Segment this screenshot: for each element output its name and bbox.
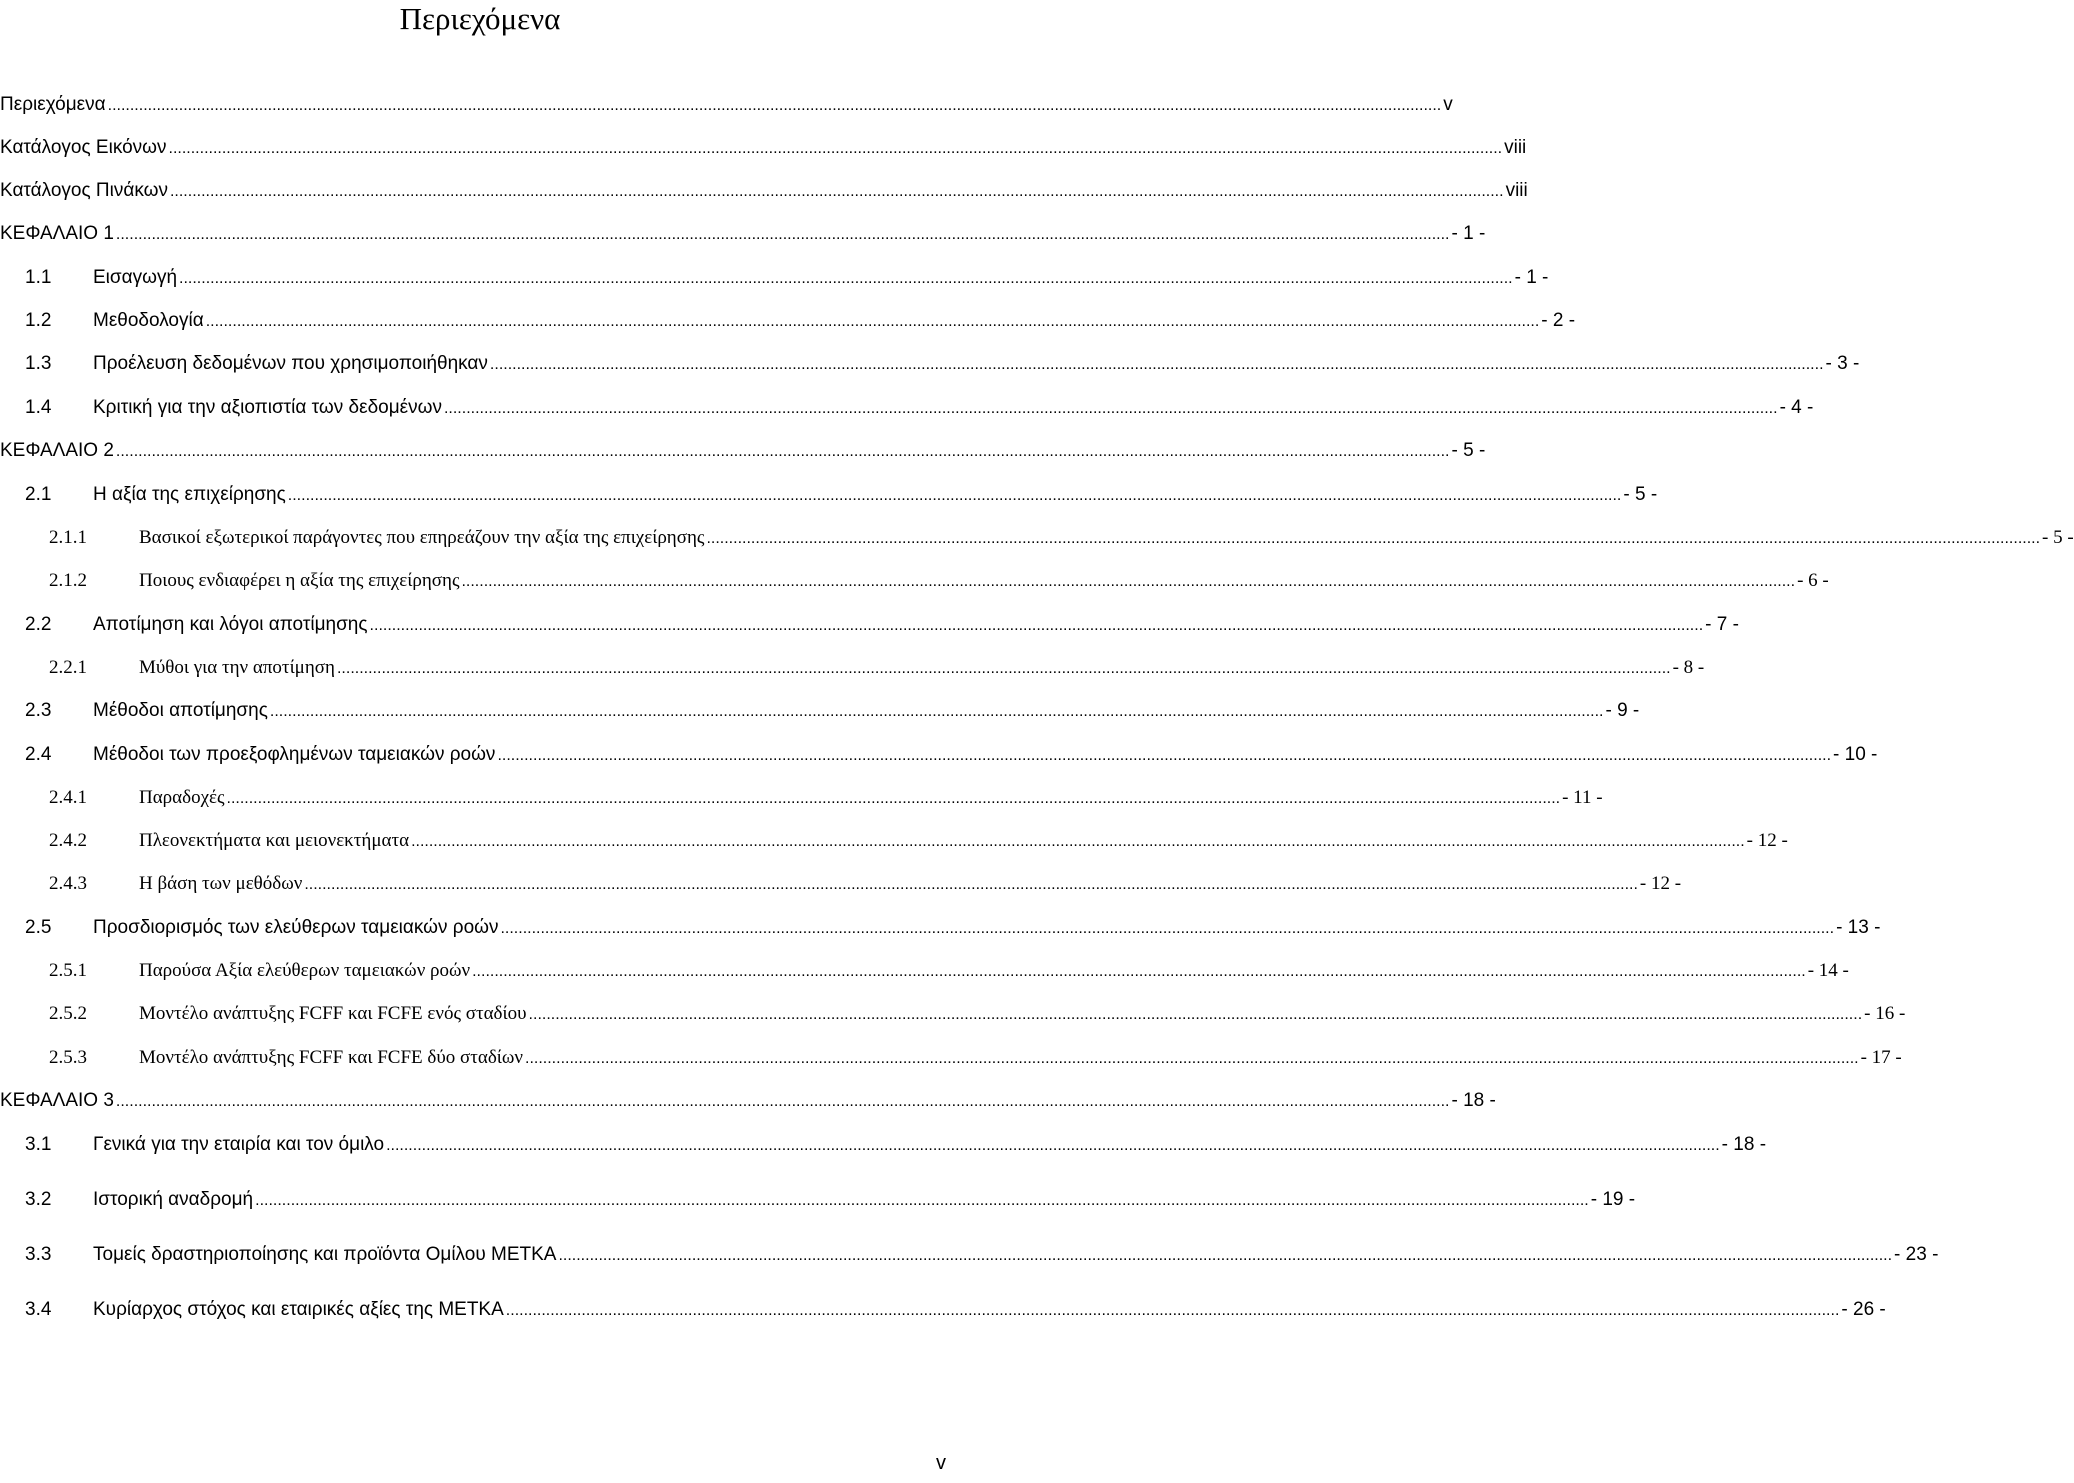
- toc-entry-title: Μέθοδοι των προεξοφλημένων ταμειακών ροών: [93, 744, 496, 765]
- toc-dot-leader: ............................................................................................................................................................................................................................................................................................................: [269, 703, 1604, 720]
- toc-entry[interactable]: [49, 830, 1788, 856]
- toc-dot-leader: ............................................................................................................................................................................................................................................................................................................: [500, 920, 1835, 937]
- toc-entry-number: 2.2.1: [49, 657, 87, 678]
- toc-entry-page: viii: [1505, 180, 1528, 201]
- toc-dot-leader: ............................................................................................................................................................................................................................................................................................................: [304, 876, 1638, 893]
- toc-entry-number: 2.5.1: [49, 960, 87, 981]
- toc-entry[interactable]: [49, 787, 1603, 813]
- toc-entry-title: Ποιους ενδιαφέρει η αξία της επιχείρησης: [139, 570, 460, 591]
- toc-dot-leader: ............................................................................................................................................................................................................................................................................................................: [226, 790, 1561, 807]
- toc-entry-page: - 13 -: [1836, 917, 1881, 938]
- toc-entry-title: Παρούσα Αξία ελεύθερων ταμειακών ροών: [139, 960, 471, 981]
- toc-entry-title: Τομείς δραστηριοποίησης και προϊόντα Ομίλου ΜΕΤΚΑ: [93, 1244, 557, 1265]
- toc-entry-page: - 8 -: [1672, 657, 1705, 678]
- page-title: Περιεχόμενα: [399, 1, 561, 36]
- toc-entry[interactable]: [25, 397, 1814, 423]
- toc-entry[interactable]: [49, 570, 1829, 596]
- toc-entry-title: Μοντέλο ανάπτυξης FCFF και FCFE δύο σταδίων: [139, 1047, 523, 1068]
- toc-entry[interactable]: [49, 873, 1682, 899]
- toc-entry-number: 2.5: [25, 917, 52, 938]
- toc-entry-number: 2.1.2: [49, 570, 87, 591]
- toc-entry-page: - 12 -: [1639, 873, 1682, 894]
- toc-entry-page: - 26 -: [1841, 1299, 1886, 1320]
- toc-entry-number: 1.3: [25, 353, 52, 374]
- toc-dot-leader: ............................................................................................................................................................................................................................................................................................................: [497, 747, 1832, 764]
- toc-entry[interactable]: [0, 223, 1486, 249]
- toc-entry[interactable]: [25, 353, 1860, 379]
- toc-entry-page: - 19 -: [1590, 1189, 1636, 1210]
- toc-entry[interactable]: [25, 700, 1640, 726]
- toc-entry-title: Παραδοχές: [139, 787, 225, 808]
- toc-entry-title: ΚΕΦΑΛΑΙΟ 1: [0, 223, 114, 244]
- toc-entry-title: Κυρίαρχος στόχος και εταιρικές αξίες της ΜΕΤΚΑ: [93, 1299, 504, 1320]
- toc-entry-page: - 5 -: [1451, 440, 1486, 461]
- toc-entry-page: - 5 -: [2042, 527, 2074, 548]
- toc-entry-number: 3.3: [25, 1244, 52, 1265]
- toc-entry-page: - 5 -: [1623, 484, 1658, 505]
- toc-entry-number: 2.2: [25, 614, 52, 635]
- toc-entry[interactable]: [49, 1003, 1906, 1029]
- toc-dot-leader: ............................................................................................................................................................................................................................................................................................................: [169, 183, 1504, 200]
- toc-entry[interactable]: [25, 1189, 1636, 1215]
- toc-entry[interactable]: [25, 1244, 1939, 1270]
- toc-entry-page: - 1 -: [1514, 267, 1549, 288]
- toc-dot-leader: ............................................................................................................................................................................................................................................................................................................: [411, 833, 1745, 850]
- toc-dot-leader: ............................................................................................................................................................................................................................................................................................................: [336, 660, 1671, 677]
- toc-entry-title: Η βάση των μεθόδων: [139, 873, 303, 894]
- toc-dot-leader: ............................................................................................................................................................................................................................................................................................................: [115, 226, 1450, 243]
- toc-entry[interactable]: [0, 440, 1486, 466]
- toc-entry-title: Μοντέλο ανάπτυξης FCFF και FCFE ενός σταδίου: [139, 1003, 527, 1024]
- toc-entry[interactable]: [49, 527, 2074, 553]
- toc-entry-title: Περιεχόμενα: [0, 94, 106, 115]
- toc-entry-page: v: [1443, 94, 1453, 115]
- toc-entry-number: 3.4: [25, 1299, 52, 1320]
- toc-entry[interactable]: [25, 484, 1658, 510]
- toc-entry-number: 2.3: [25, 700, 52, 721]
- toc-entry-title: Κατάλογος Πινάκων: [0, 180, 168, 201]
- toc-dot-leader: ............................................................................................................................................................................................................................................................................................................: [461, 573, 1796, 590]
- toc-dot-leader: ............................................................................................................................................................................................................................................................................................................: [386, 1137, 1720, 1154]
- toc-dot-leader: ............................................................................................................................................................................................................................................................................................................: [255, 1192, 1589, 1209]
- toc-entry-title: Κατάλογος Εικόνων: [0, 137, 167, 158]
- toc-entry-title: Μέθοδοι αποτίμησης: [93, 700, 268, 721]
- toc-dot-leader: ............................................................................................................................................................................................................................................................................................................: [558, 1247, 1893, 1264]
- toc-entry[interactable]: [0, 94, 1453, 120]
- toc-entry[interactable]: [0, 137, 1527, 163]
- toc-entry-page: - 7 -: [1705, 614, 1739, 635]
- toc-entry-title: ΚΕΦΑΛΑΙΟ 3: [0, 1090, 114, 1111]
- toc-entry-title: ΚΕΦΑΛΑΙΟ 2: [0, 440, 114, 461]
- toc-entry-number: 2.1: [25, 484, 52, 505]
- toc-entry[interactable]: [0, 180, 1528, 206]
- toc-entry-page: - 14 -: [1807, 960, 1849, 981]
- toc-entry[interactable]: [25, 917, 1881, 943]
- toc-entry[interactable]: [0, 1090, 1496, 1116]
- toc-entry-number: 3.2: [25, 1189, 52, 1210]
- toc-entry-page: - 17 -: [1860, 1047, 1902, 1068]
- toc-dot-leader: ............................................................................................................................................................................................................................................................................................................: [505, 1302, 1840, 1319]
- toc-entry-page: - 4 -: [1779, 397, 1814, 418]
- toc-dot-leader: ............................................................................................................................................................................................................................................................................................................: [443, 400, 1778, 417]
- toc-entry-number: 1.4: [25, 397, 52, 418]
- toc-entry[interactable]: [25, 310, 1576, 336]
- toc-entry-page: - 3 -: [1825, 353, 1860, 374]
- toc-entry-number: 2.5.3: [49, 1047, 87, 1068]
- toc-entry-page: - 10 -: [1833, 744, 1878, 765]
- toc-entry-number: 3.1: [25, 1134, 52, 1155]
- toc-dot-leader: ............................................................................................................................................................................................................................................................................................................: [115, 1093, 1450, 1110]
- toc-entry[interactable]: [25, 267, 1549, 293]
- toc-dot-leader: ............................................................................................................................................................................................................................................................................................................: [168, 140, 1503, 157]
- toc-entry-title: Πλεονεκτήματα και μειονεκτήματα: [139, 830, 410, 851]
- toc-dot-leader: ............................................................................................................................................................................................................................................................................................................: [115, 443, 1450, 460]
- toc-entry-number: 1.2: [25, 310, 52, 331]
- toc-entry-page: - 18 -: [1721, 1134, 1767, 1155]
- toc-entry-title: Μύθοι για την αποτίμηση: [139, 657, 335, 678]
- toc-entry-number: 2.5.2: [49, 1003, 87, 1024]
- toc-entry[interactable]: [49, 960, 1849, 986]
- toc-entry[interactable]: [25, 614, 1739, 640]
- toc-dot-leader: ............................................................................................................................................................................................................................................................................................................: [107, 97, 1442, 114]
- toc-entry-title: Προέλευση δεδομένων που χρησιμοποιήθηκαν: [93, 353, 488, 374]
- toc-entry-page: - 9 -: [1605, 700, 1640, 721]
- toc-dot-leader: ............................................................................................................................................................................................................................................................................................................: [205, 313, 1540, 330]
- toc-entry[interactable]: [25, 1299, 1886, 1325]
- toc-entry-page: - 6 -: [1797, 570, 1829, 591]
- toc-entry[interactable]: [49, 1047, 1902, 1073]
- toc-entry-title: Η αξία της επιχείρησης: [93, 484, 286, 505]
- toc-entry-title: Γενικά για την εταιρία και τον όμιλο: [93, 1134, 385, 1155]
- toc-entry-page: - 23 -: [1894, 1244, 1939, 1265]
- toc-dot-leader: ............................................................................................................................................................................................................................................................................................................: [706, 530, 2041, 547]
- toc-entry-number: 2.1.1: [49, 527, 87, 548]
- toc-entry-title: Αποτίμηση και λόγοι αποτίμησης: [93, 614, 368, 635]
- toc-entry-title: Μεθοδολογία: [93, 310, 204, 331]
- toc-dot-leader: ............................................................................................................................................................................................................................................................................................................: [179, 270, 1513, 287]
- toc-entry[interactable]: [25, 744, 1878, 770]
- toc-entry-page: viii: [1504, 137, 1527, 158]
- toc-entry-number: 2.4.3: [49, 873, 87, 894]
- toc-entry-page: - 16 -: [1864, 1003, 1906, 1024]
- toc-dot-leader: ............................................................................................................................................................................................................................................................................................................: [287, 487, 1622, 504]
- toc-entry-title: Ιστορική αναδρομή: [93, 1189, 254, 1210]
- toc-entry-page: - 11 -: [1562, 787, 1603, 808]
- toc-entry-number: 2.4.1: [49, 787, 87, 808]
- toc-entry-title: Εισαγωγή: [93, 267, 178, 288]
- toc-dot-leader: ............................................................................................................................................................................................................................................................................................................: [525, 1050, 1859, 1067]
- toc-entry[interactable]: [49, 657, 1705, 683]
- toc-entry-number: 2.4.2: [49, 830, 87, 851]
- toc-dot-leader: ............................................................................................................................................................................................................................................................................................................: [369, 617, 1704, 634]
- toc-entry-title: Βασικοί εξωτερικοί παράγοντες που επηρεάζουν την αξία της επιχείρησης: [139, 527, 705, 548]
- toc-entry-page: - 12 -: [1746, 830, 1788, 851]
- toc-dot-leader: ............................................................................................................................................................................................................................................................................................................: [528, 1006, 1863, 1023]
- toc-entry-number: 2.4: [25, 744, 52, 765]
- toc-entry-title: Προσδιορισμός των ελεύθερων ταμειακών ροών: [93, 917, 499, 938]
- toc-entry-page: - 18 -: [1451, 1090, 1496, 1111]
- toc-entry-title: Κριτική για την αξιοπιστία των δεδομένων: [93, 397, 442, 418]
- toc-entry[interactable]: [25, 1134, 1767, 1160]
- toc-entry-number: 1.1: [25, 267, 52, 288]
- toc-dot-leader: ............................................................................................................................................................................................................................................................................................................: [472, 963, 1806, 980]
- toc-dot-leader: ............................................................................................................................................................................................................................................................................................................: [489, 356, 1824, 373]
- footer-page-number: v: [936, 1452, 946, 1474]
- toc-entry-page: - 2 -: [1541, 310, 1576, 331]
- toc-entry-page: - 1 -: [1451, 223, 1486, 244]
